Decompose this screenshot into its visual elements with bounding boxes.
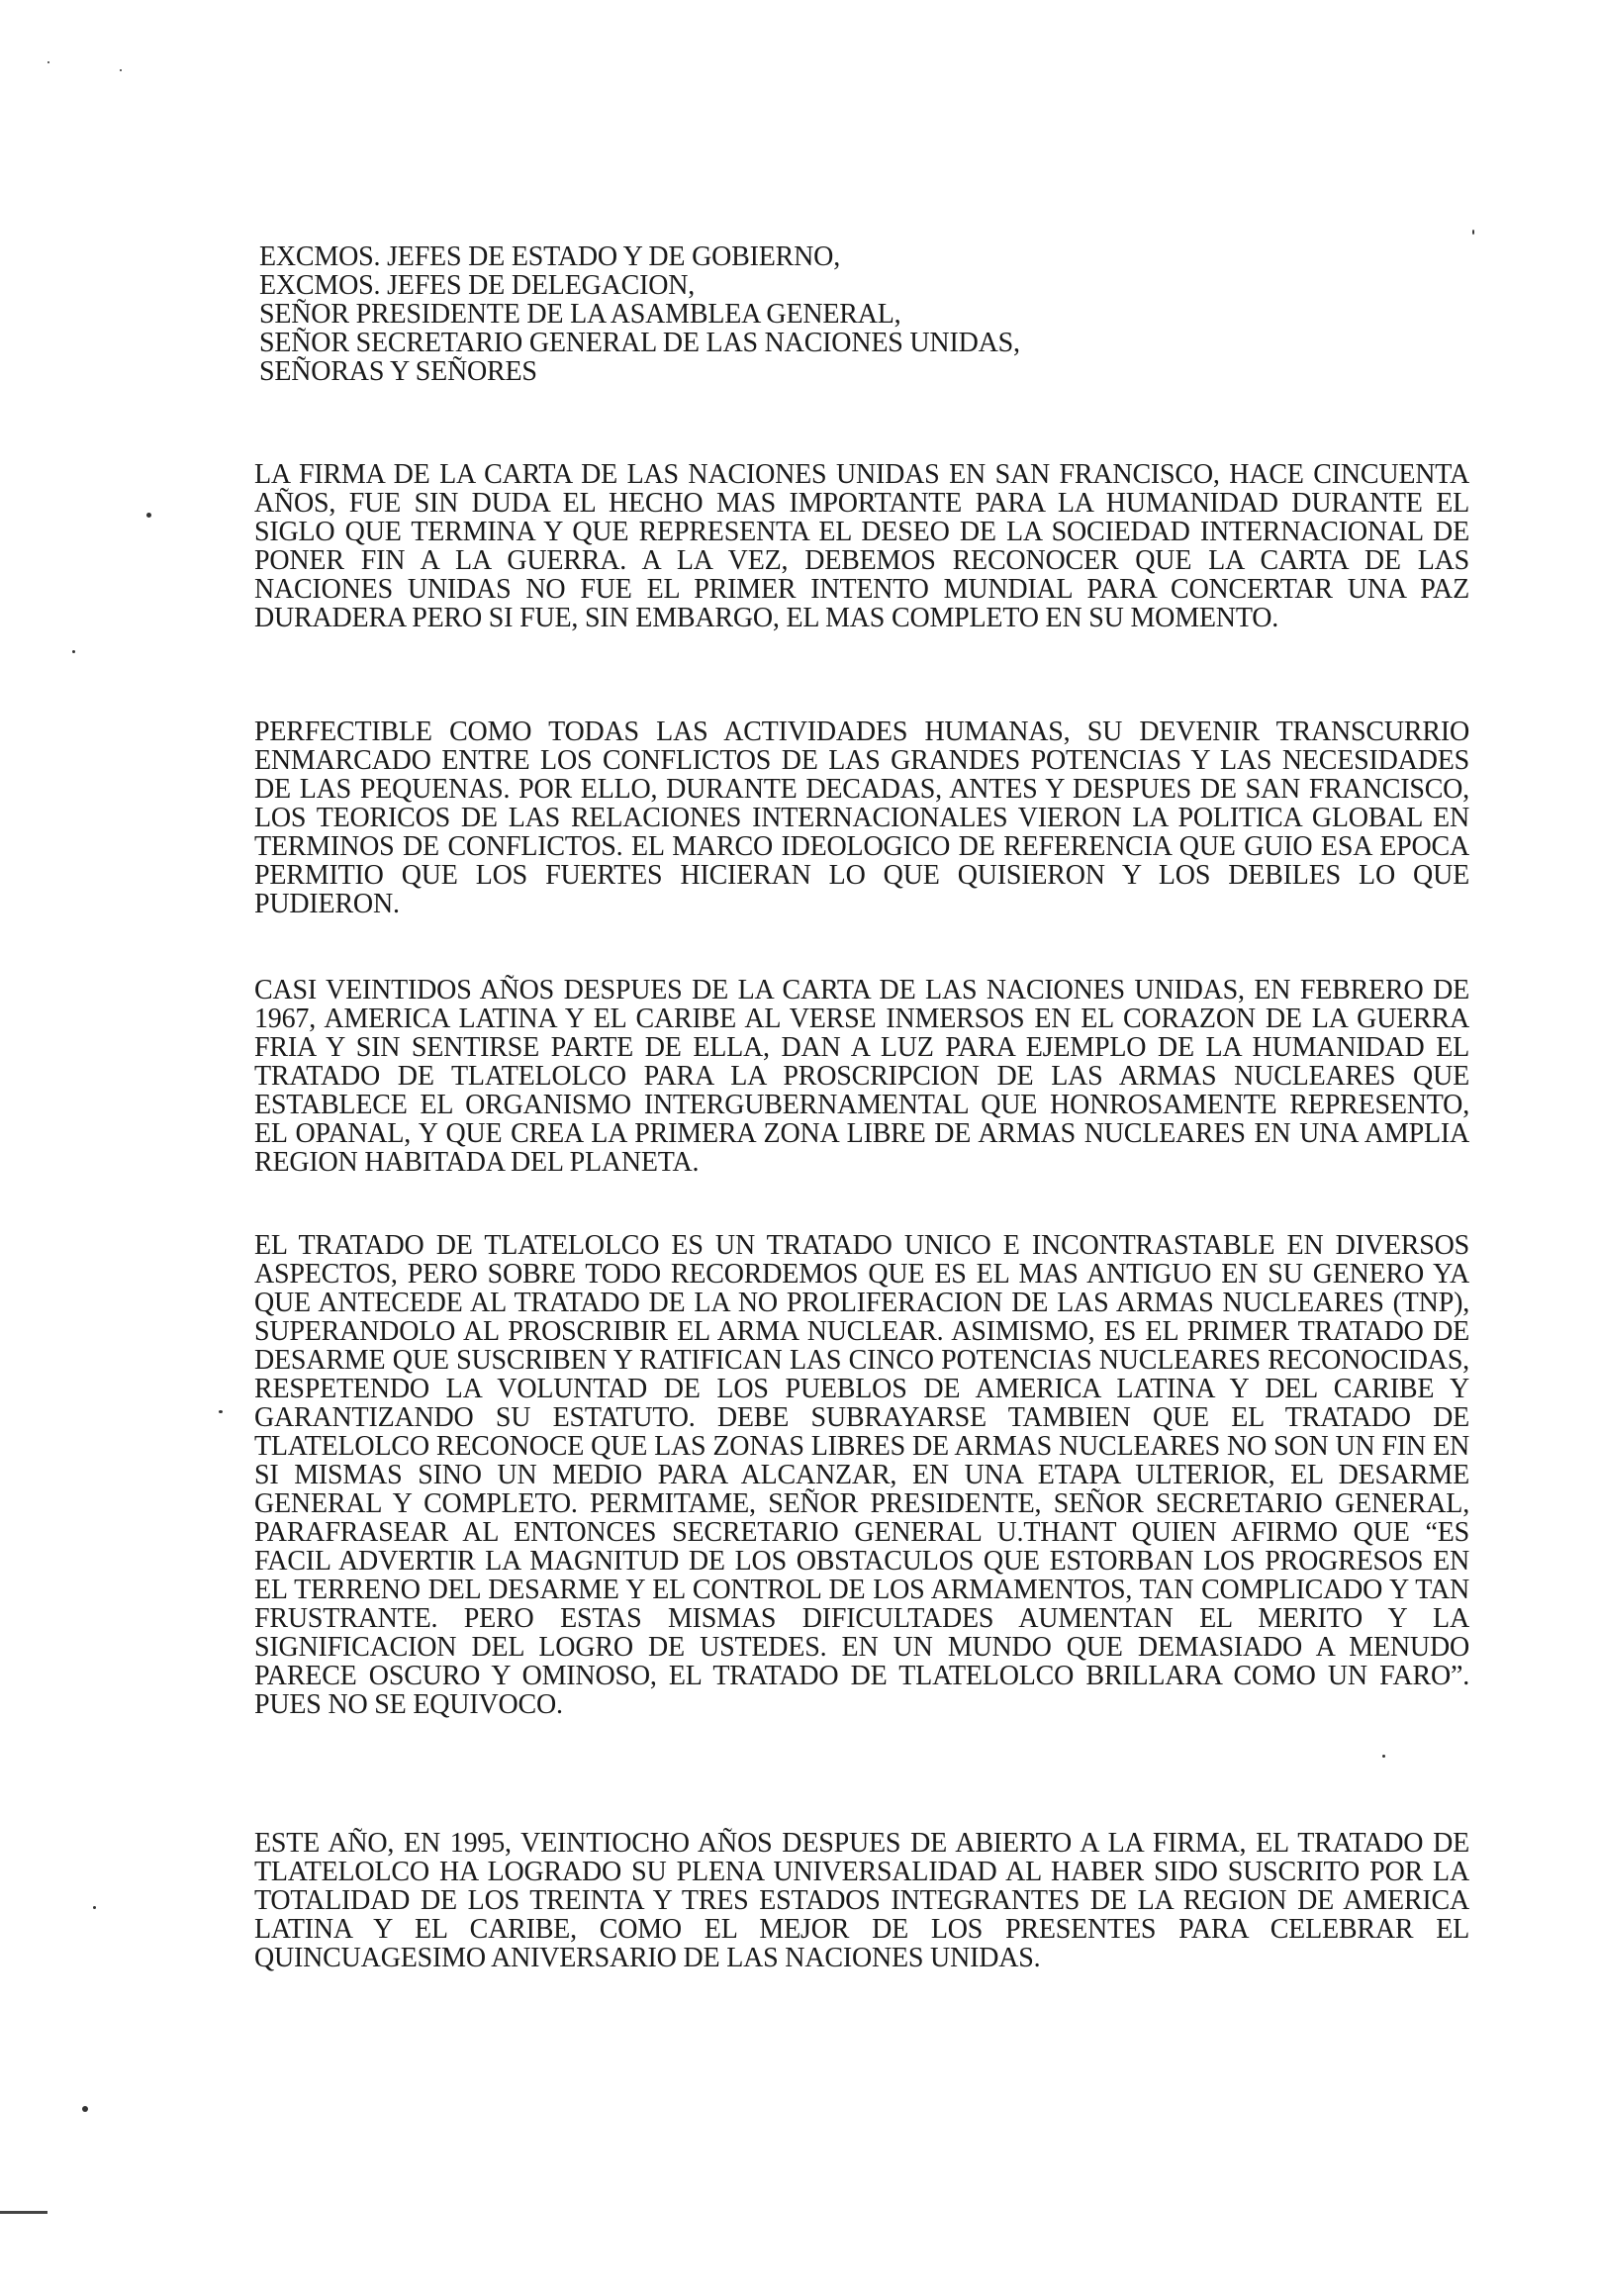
scan-speck <box>47 61 49 63</box>
salutation-block <box>259 242 1447 386</box>
paragraph-5: ESTE AÑO, EN 1995, VEINTIOCHO AÑOS DESPUES DE ABIERTO A LA FIRMA, EL TRATADO DE TLATELOLCO HA LOGRADO SU PLENA UNIVERSALIDAD AL HABER SIDO SUSCRITO POR LA TOTALIDAD DE LOS TREINTA Y TRES ESTADOS INTEGRANTES DE LA REGION DE AMERICA LATINA Y EL CARIBE, COMO EL MEJOR DE LOS PRESENTES PARA CELEBRAR EL QUINCUAGESIMO ANIVERSARIO DE LAS NACIONES UNIDAS. <box>254 1828 1469 1973</box>
scan-speck <box>1472 230 1474 235</box>
scan-edge-mark <box>0 2211 47 2214</box>
scan-speck <box>72 650 75 653</box>
salutation-line: SEÑORAS Y SEÑORES <box>259 356 537 387</box>
salutation-line: SEÑOR PRESIDENTE DE LA ASAMBLEA GENERAL, <box>259 299 901 330</box>
scan-speck <box>219 1410 223 1413</box>
scan-speck <box>93 1906 96 1909</box>
salutation-line: SEÑOR SECRETARIO GENERAL DE LAS NACIONES UNIDAS, <box>259 328 1020 358</box>
scan-speck <box>1382 1755 1385 1758</box>
scan-speck <box>82 2106 88 2112</box>
salutation-line: EXCMOS. JEFES DE ESTADO Y DE GOBIERNO, <box>259 241 840 272</box>
paragraph-2: PERFECTIBLE COMO TODAS LAS ACTIVIDADES HUMANAS, SU DEVENIR TRANSCURRIO ENMARCADO ENTRE LOS CONFLICTOS DE LAS GRANDES POTENCIAS Y LAS NECESIDADES DE LAS PEQUENAS. POR ELLO, DURANTE DECADAS, ANTES Y DESPUES DE SAN FRANCISCO, LOS TEORICOS DE LAS RELACIONES INTERNACIONALES VIERON LA POLITICA GLOBAL EN TERMINOS DE CONFLICTOS. EL MARCO IDEOLOGICO DE REFERENCIA QUE GUIO ESA EPOCA PERMITIO QUE LOS FUERTES HICIERAN LO QUE QUISIERON Y LOS DEBILES LO QUE PUDIERON. <box>254 717 1469 919</box>
paragraph-4: EL TRATADO DE TLATELOLCO ES UN TRATADO UNICO E INCONTRASTABLE EN DIVERSOS ASPECTOS, PERO SOBRE TODO RECORDEMOS QUE ES EL MAS ANTIGUO EN SU GENERO YA QUE ANTECEDE AL TRATADO DE LA NO PROLIFERACION DE LAS ARMAS NUCLEARES (TNP), SUPERANDOLO AL PROSCRIBIR EL ARMA NUCLEAR. ASIMISMO, ES EL PRIMER TRATADO DE DESARME QUE SUSCRIBEN Y RATIFICAN LAS CINCO POTENCIAS NUCLEARES RECONOCIDAS, RESPETENDO LA VOLUNTAD DE LOS PUEBLOS DE AMERICA LATINA Y DEL CARIBE Y GARANTIZANDO SU ESTATUTO. DEBE SUBRAYARSE TAMBIEN QUE EL TRATADO DE TLATELOLCO RECONOCE QUE LAS ZONAS LIBRES DE ARMAS NUCLEARES NO SON UN FIN EN SI MISMAS SINO UN MEDIO PARA ALCANZAR, EN UNA ETAPA ULTERIOR, EL DESARME GENERAL Y COMPLETO. PERMITAME, SEÑOR PRESIDENTE, SEÑOR SECRETARIO GENERAL, PARAFRASEAR AL ENTONCES SECRETARIO GENERAL U.THANT QUIEN AFIRMO QUE “ES FACIL ADVERTIR LA MAGNITUD DE LOS OBSTACULOS QUE ESTORBAN LOS PROGRESOS EN EL TERRENO DEL DESARME Y EL CONTROL DE LOS ARMAMENTOS, TAN COMPLICADO Y TAN FRUSTRANTE. PERO ESTAS MISMAS DIFICULTADES AUMENTAN EL MERITO Y LA SIGNIFICACION DEL LOGRO DE USTEDES. EN UN MUNDO QUE DEMASIADO A MENUDO PARECE OSCURO Y OMINOSO, EL TRATADO DE TLATELOLCO BRILLARA COMO UN FARO”. PUES NO SE EQUIVOCO. <box>254 1230 1469 1720</box>
scan-speck <box>120 69 122 71</box>
paragraph-1: LA FIRMA DE LA CARTA DE LAS NACIONES UNIDAS EN SAN FRANCISCO, HACE CINCUENTA AÑOS, FUE SIN DUDA EL HECHO MAS IMPORTANTE PARA LA HUMANIDAD DURANTE EL SIGLO QUE TERMINA Y QUE REPRESENTA EL DESEO DE LA SOCIEDAD INTERNACIONAL DE PONER FIN A LA GUERRA. A LA VEZ, DEBEMOS RECONOCER QUE LA CARTA DE LAS NACIONES UNIDAS NO FUE EL PRIMER INTENTO MUNDIAL PARA CONCERTAR UNA PAZ DURADERA PERO SI FUE, SIN EMBARGO, EL MAS COMPLETO EN SU MOMENTO. <box>254 459 1469 633</box>
scan-speck <box>146 513 151 518</box>
salutation-line: EXCMOS. JEFES DE DELEGACION, <box>259 270 696 301</box>
paragraph-3: CASI VEINTIDOS AÑOS DESPUES DE LA CARTA DE LAS NACIONES UNIDAS, EN FEBRERO DE 1967, AMERICA LATINA Y EL CARIBE AL VERSE INMERSOS EN EL CORAZON DE LA GUERRA FRIA Y SIN SENTIRSE PARTE DE ELLA, DAN A LUZ PARA EJEMPLO DE LA HUMANIDAD EL TRATADO DE TLATELOLCO PARA LA PROSCRIPCION DE LAS ARMAS NUCLEARES QUE ESTABLECE EL ORGANISMO INTERGUBERNAMENTAL QUE HONROSAMENTE REPRESENTO, EL OPANAL, Y QUE CREA LA PRIMERA ZONA LIBRE DE ARMAS NUCLEARES EN UNA AMPLIA REGION HABITADA DEL PLANETA. <box>254 975 1469 1178</box>
